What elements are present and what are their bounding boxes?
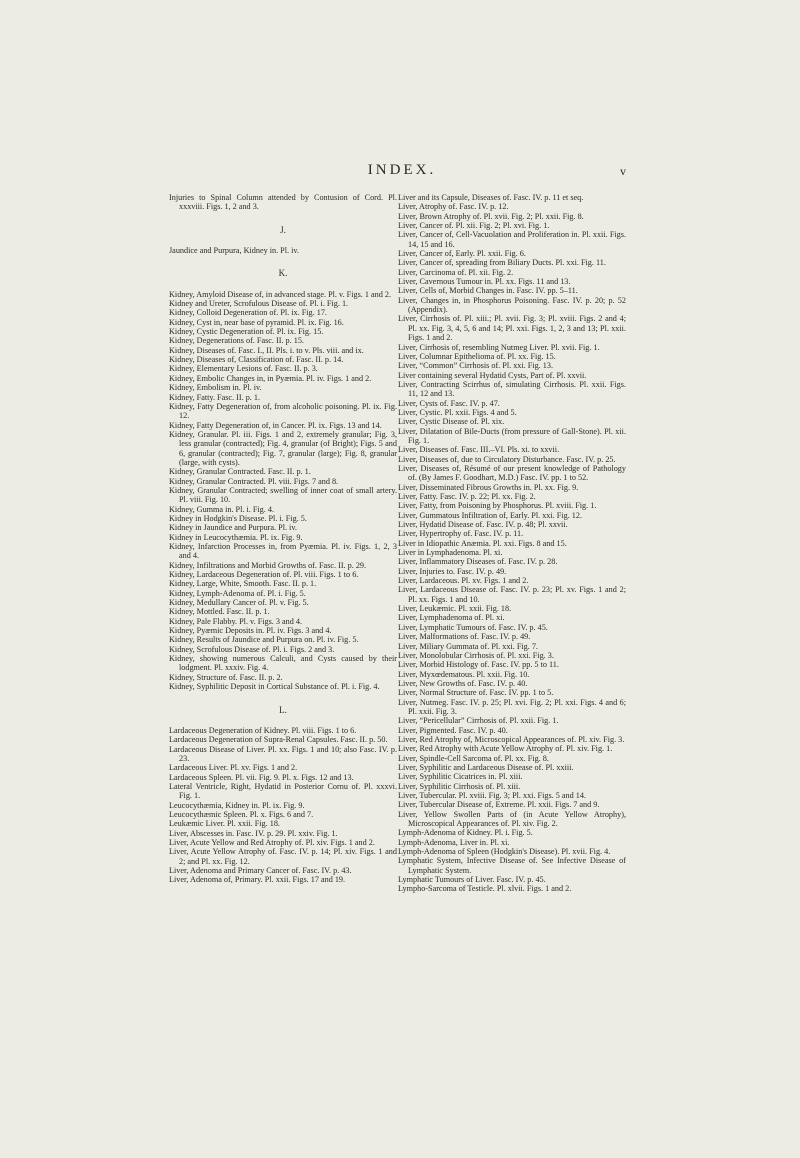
index-entry: Liver, Yellow Swollen Parts of (in Acute Yellow Atrophy), Microscopical Appearances of. Pl. xiv. Fig. 2.	[398, 809, 626, 829]
index-entry: Liver, Lymphadenoma of. Pl. xi.	[398, 613, 505, 623]
index-entry: Liver, Disseminated Fibrous Growths in. Pl. xx. Fig. 9.	[398, 482, 579, 492]
index-entry: Liver, Inflammatory Diseases of. Fasc. IV. p. 28.	[398, 557, 558, 567]
index-entry: Kidney, Cyst in, near base of pyramid. Pl. ix. Fig. 16.	[169, 317, 344, 327]
index-entry: Lymph-Adenoma of Kidney. Pl. i. Fig. 5.	[398, 828, 533, 838]
index-entry: Kidney, Granular Contracted. Pl. viii. Figs. 7 and 8.	[169, 476, 339, 486]
index-entry: Kidney, Granular. Pl. iii. Figs. 1 and 2, extremely granular; Fig. 3, less granular (contracted); Fig. 4, granular (of Bright); Figs. 5 and 6, granular (contracted); Fig. 7, granular (large); Fig. 8, granular (large, with cysts).	[169, 429, 397, 467]
index-entry: Liver, Cells of, Morbid Changes in. Fasc. IV. pp. 5–11.	[398, 286, 578, 296]
index-entry: Liver, Injuries to. Fasc. IV. p. 49.	[398, 566, 507, 576]
index-entry: Kidney, Cystic Degeneration of. Pl. ix. Fig. 15.	[169, 327, 324, 337]
index-entry: Liver, Carcinoma of. Pl. xii. Fig. 2.	[398, 267, 514, 277]
left-column	[169, 193, 397, 885]
index-entry: Liver, Normal Structure of. Fasc. IV. pp. 1 to 5.	[398, 688, 554, 698]
index-entry: Liver, Spindle-Cell Sarcoma of. Pl. xx. Fig. 8.	[398, 753, 549, 763]
index-entry: Liver, Lardaceous Disease of. Fasc. IV. p. 23; Pl. xv. Figs. 1 and 2; Pl. xx. Figs. 1 and 10.	[398, 585, 626, 604]
index-entry: Kidney, Lardaceous Degeneration of. Pl. viii. Figs. 1 to 6.	[169, 570, 359, 580]
index-entry: Leucocythæmic Spleen. Pl. x. Figs. 6 and 7.	[169, 809, 314, 819]
index-entry: Liver, Cystic Disease of. Pl. xix.	[398, 417, 505, 427]
index-entry: Kidney in Hodgkin's Disease. Pl. i. Fig. 5.	[169, 513, 307, 523]
index-entry: Kidney, Amyloid Disease of, in advanced stage. Pl. v. Figs. 1 and 2.	[169, 289, 392, 299]
index-entry: Liver, Cancer of, Early. Pl. xxii. Fig. 6.	[398, 249, 526, 259]
index-entry: Kidney and Ureter, Scrofulous Disease of. Pl. i. Fig. 1.	[169, 299, 349, 309]
index-entry: Kidney, Embolism in. Pl. iv.	[169, 383, 262, 393]
index-entry: Liver, Acute Yellow Atrophy of. Fasc. IV. p. 14; Pl. xiv. Figs. 1 and 2; and Pl. xx. Fig. 12.	[169, 847, 397, 866]
index-entry: Kidney, Mottled. Fasc. II. p. 1.	[169, 607, 270, 617]
index-entry: Kidney, Embolic Changes in, in Pyæmia. Pl. iv. Figs. 1 and 2.	[169, 373, 372, 383]
index-entry: Lardaceous Liver. Pl. xv. Figs. 1 and 2.	[169, 763, 298, 773]
index-entry: Liver, Adenoma and Primary Cancer of. Fasc. IV. p. 43.	[169, 866, 352, 875]
index-entry: Liver, Lardaceous. Pl. xv. Figs. 1 and 2.	[398, 576, 529, 586]
index-entry: Injuries to Spinal Column attended by Contusion of Cord. Pl. xxxviii. Figs. 1, 2 and 3.	[169, 193, 397, 212]
index-entry: Liver, Morbid Histology of. Fasc. IV. pp. 5 to 11.	[398, 660, 559, 670]
index-entry: Kidney, Diseases of, Classification of. Fasc. II. p. 14.	[169, 355, 344, 365]
index-entry: Jaundice and Purpura, Kidney in. Pl. iv.	[169, 246, 299, 256]
index-entry: Liver, Pigmented. Fasc. IV. p. 40.	[398, 725, 508, 735]
index-entry: Liver, Hypertrophy of. Fasc. IV. p. 11.	[398, 529, 524, 539]
section-l-entries	[169, 726, 397, 885]
index-entry: Liver, Cysts of. Fasc. IV. p. 47.	[398, 398, 500, 408]
index-entry: Kidney, Scrofulous Disease of. Pl. i. Figs. 2 and 3.	[169, 644, 335, 654]
index-entry: Kidney, Diseases of. Fasc. I., II. Pls. i. to v. Pls. viii. and ix.	[169, 345, 364, 355]
index-entry: Liver, Fatty, from Poisoning by Phosphorus. Pl. xviii. Fig. 1.	[398, 501, 597, 511]
index-entry: Kidney, Fatty Degeneration of, in Cancer. Pl. ix. Figs. 13 and 14.	[169, 420, 382, 430]
index-entry: Lympho-Sarcoma of Testicle. Pl. xlvii. Figs. 1 and 2.	[398, 884, 572, 894]
index-entry: Kidney, Gumma in. Pl. i. Fig. 4.	[169, 504, 274, 514]
index-entry: Liver, Columnar Epithelioma of. Pl. xx. Fig. 15.	[398, 351, 556, 361]
index-entry: Kidney, Elementary Lesions of. Fasc. II. p. 3.	[169, 364, 318, 374]
index-entry: Liver, Fatty. Fasc. IV. p. 22; Pl. xx. Fig. 2.	[398, 492, 536, 501]
index-entry: Liver, Cystic. Pl. xxii. Figs. 4 and 5.	[398, 407, 517, 417]
index-entry: Liver, Diseases of, Résumé of our present knowledge of Pathology of. (By James F. Goodhart, M.D.) Fasc. IV. pp. 1 to 52.	[398, 463, 626, 483]
index-entry: Kidney in Leucocythæmia. Pl. ix. Fig. 9.	[169, 532, 303, 542]
index-entry: Liver, New Growths of. Fasc. IV. p. 40.	[398, 678, 528, 688]
index-entry: Liver, Diseases of, due to Circulatory Disturbance. Fasc. IV. p. 25.	[398, 454, 616, 464]
page-title: INDEX.	[367, 162, 437, 178]
page-number: v	[620, 164, 626, 178]
index-entry: Liver containing several Hydatid Cysts, Part of. Pl. xxvii.	[398, 370, 587, 380]
index-entry: Liver, Syphilitic Cicatrices in. Pl. xiii.	[398, 772, 523, 782]
index-entry: Lymph-Adenoma, Liver in. Pl. xi.	[398, 837, 510, 847]
index-entry: Liver, Cancer of, spreading from Biliary Ducts. Pl. xxi. Fig. 11.	[398, 258, 606, 268]
index-entry: Liver and its Capsule, Diseases of. Fasc. IV. p. 11 et seq.	[398, 193, 584, 202]
index-entry: Lymphatic Tumours of Liver. Fasc. IV. p. 45.	[398, 875, 546, 885]
index-entry: Liver, “Pericellular” Cirrhosis of. Pl. xxii. Fig. 1.	[398, 716, 559, 726]
index-entry: Liver, Tubercular Disease of, Extreme. Pl. xxii. Figs. 7 and 9.	[398, 800, 600, 810]
index-entry: Liver, Myxœdematous. Pl. xxii. Fig. 10.	[398, 669, 530, 679]
index-entry: Liver, Nutmeg. Fasc. IV. p. 25; Pl. xvi. Fig. 2; Pl. xxi. Figs. 4 and 6; Pl. xxii. Fig. 3.	[398, 697, 626, 716]
index-entry: Liver, “Common” Cirrhosis of. Pl. xxi. Fig. 13.	[398, 361, 554, 371]
index-entry: Liver, Changes in, in Phosphorus Poisoning. Fasc. IV. p. 20; p. 52 (Appendix).	[398, 295, 626, 315]
index-entry: Lardaceous Spleen. Pl. vii. Fig. 9. Pl. x. Figs. 12 and 13.	[169, 772, 354, 782]
index-entry: Lardaceous Degeneration of Supra-Renal Capsules. Fasc. II. p. 50.	[169, 735, 388, 745]
index-entry: Liver, Cirrhosis of, resembling Nutmeg Liver. Pl. xvii. Fig. 1.	[398, 342, 600, 352]
index-entry: Lardaceous Degeneration of Kidney. Pl. viii. Figs. 1 to 6.	[169, 725, 357, 735]
index-entry: Kidney, Granular Contracted. Fasc. II. p. 1.	[169, 467, 311, 477]
index-entry: Liver, Cancer of. Pl. xii. Fig. 2; Pl. xvi. Fig. 1.	[398, 221, 550, 231]
right-column	[398, 193, 626, 894]
right-column-entries	[398, 193, 626, 894]
index-entry: Leucocythæmia, Kidney in. Pl. ix. Fig. 9.	[169, 800, 305, 810]
index-entry: Liver, Atrophy of. Fasc. IV. p. 12.	[398, 202, 509, 212]
index-entry: Liver, Red Atrophy of, Microscopical Appearances of. Pl. xiv. Fig. 3.	[398, 734, 625, 744]
section-k-entries	[169, 290, 397, 692]
index-entry: Kidney, Degenerations of. Fasc. II. p. 15.	[169, 336, 304, 346]
index-entry: Lateral Ventricle, Right, Hydatid in Posterior Cornu of. Pl. xxxvi. Fig. 1.	[169, 781, 397, 801]
intro-entries	[169, 193, 397, 212]
index-entry: Liver in Idiopathic Anæmia. Pl. xxi. Figs. 8 and 15.	[398, 538, 567, 548]
index-entry: Kidney in Jaundice and Purpura. Pl. iv.	[169, 523, 297, 533]
index-entry: Lardaceous Disease of Liver. Pl. xx. Figs. 1 and 10; also Fasc. IV. p. 23.	[169, 744, 397, 763]
index-entry: Kidney, Granular Contracted; swelling of inner coat of small artery. Pl. viii. Fig. 10.	[169, 485, 397, 505]
index-entry: Lymphatic System, Infective Disease of. See Infective Disease of Lymphatic System.	[398, 856, 626, 875]
index-entry: Kidney, Infiltrations and Morbid Growths of. Fasc. II. p. 29.	[169, 560, 367, 570]
index-entry: Liver, Abscesses in. Fasc. IV. p. 29. Pl. xxiv. Fig. 1.	[169, 828, 338, 838]
index-entry: Liver, Lymphatic Tumours of. Fasc. IV. p. 45.	[398, 622, 548, 632]
index-entry: Liver, Hydatid Disease of. Fasc. IV. p. 48; Pl. xxvii.	[398, 520, 568, 530]
index-entry: Liver, Cancer of, Cell-Vacuolation and Proliferation in. Pl. xxii. Figs. 14, 15 and 16.	[398, 230, 626, 249]
index-entry: Liver, Diseases of. Fasc. III.–VI. Pls. xi. to xxvii.	[398, 445, 560, 455]
index-entry: Liver, Red Atrophy with Acute Yellow Atrophy of. Pl. xiv. Fig. 1.	[398, 744, 613, 754]
index-entry: Kidney, showing numerous Calculi, and Cysts caused by their lodgment. Pl. xxxiv. Fig. 4.	[169, 654, 397, 673]
index-entry: Kidney, Lymph-Adenoma of. Pl. i. Fig. 5.	[169, 588, 306, 598]
index-entry: Kidney, Pale Flabby. Pl. v. Figs. 3 and 4.	[169, 616, 303, 626]
index-entry: Kidney, Fatty. Fasc. II. p. 1.	[169, 392, 261, 402]
index-entry: Liver, Acute Yellow and Red Atrophy of. Pl. xiv. Figs. 1 and 2.	[169, 837, 375, 847]
index-entry: Liver, Leukæmic. Pl. xxii. Fig. 18.	[398, 604, 512, 614]
index-entry: Liver, Adenoma of, Primary. Pl. xxii. Figs. 17 and 19.	[169, 875, 346, 885]
index-entry: Kidney, Results of Jaundice and Purpura on. Pl. iv. Fig. 5.	[169, 635, 359, 645]
index-entry: Kidney, Colloid Degeneration of. Pl. ix. Fig. 17.	[169, 308, 327, 318]
index-entry: Kidney, Large, White, Smooth. Fasc. II. p. 1.	[169, 579, 317, 589]
index-entry: Liver, Dilatation of Bile-Ducts (from pressure of Gall-Stone). Pl. xii. Fig. 1.	[398, 426, 626, 445]
section-letter-j: J.	[280, 224, 286, 235]
index-entry: Kidney, Pyæmic Deposits in. Pl. iv. Figs. 3 and 4.	[169, 626, 332, 636]
index-entry: Liver, Monolobular Cirrhosis of. Pl. xxi. Fig. 3.	[398, 650, 554, 660]
index-entry: Kidney, Fatty Degeneration of, from alcoholic poisoning. Pl. ix. Fig. 12.	[169, 401, 397, 421]
section-j-entries	[169, 246, 397, 255]
index-entry: Liver in Lymphadenoma. Pl. xi.	[398, 548, 503, 558]
index-entry: Kidney, Syphilitic Deposit in Cortical Substance of. Pl. i. Fig. 4.	[169, 682, 380, 692]
index-entry: Liver, Cavernous Tumour in. Pl. xx. Figs. 11 and 13.	[398, 277, 571, 287]
section-letter-k: K.	[278, 268, 288, 279]
index-entry: Liver, Contracting Scirrhus of, simulating Cirrhosis. Pl. xxii. Figs. 11, 12 and 13.	[398, 379, 626, 399]
index-entry: Kidney, Structure of. Fasc. II. p. 2.	[169, 672, 283, 682]
index-entry: Liver, Cirrhosis of. Pl. xiii.; Pl. xvii. Fig. 3; Pl. xviii. Figs. 2 and 4; Pl. xx. Fig. 3, 4, 5, 6 and 14; Pl. xxi. Figs. 1, 2, 3 and 13; Pl. xxii. Figs. 1 and 2.	[398, 314, 626, 343]
index-entry: Lymph-Adenoma of Spleen (Hodgkin's Disease). Pl. xvii. Fig. 4.	[398, 847, 611, 857]
index-entry: Liver, Brown Atrophy of. Pl. xvii. Fig. 2; Pl. xxii. Fig. 8.	[398, 211, 584, 221]
index-entry: Liver, Gummatous Infiltration of, Early. Pl. xxi. Fig. 12.	[398, 510, 583, 520]
page-header	[178, 162, 626, 184]
index-entry: Kidney, Infarction Processes in, from Pyæmia. Pl. iv. Figs. 1, 2, 3 and 4.	[169, 542, 397, 561]
index-entry: Liver, Miliary Gummata of. Pl. xxi. Fig. 7.	[398, 641, 538, 651]
section-letter-l: L.	[279, 704, 287, 715]
index-entry: Liver, Tubercular. Pl. xviii. Fig. 3; Pl. xxi. Figs. 5 and 14.	[398, 791, 586, 800]
index-entry: Liver, Syphilitic and Lardaceous Disease of. Pl. xxiii.	[398, 762, 574, 772]
index-entry: Liver, Malformations of. Fasc. IV. p. 49.	[398, 632, 531, 642]
index-entry: Liver, Syphilitic Cirrhosis of. Pl. xiii.	[398, 781, 521, 791]
index-entry: Kidney, Medullary Cancer of. Pl. v. Fig. 5.	[169, 598, 309, 608]
index-entry: Leukæmic Liver. Pl. xxii. Fig. 18.	[169, 819, 280, 829]
